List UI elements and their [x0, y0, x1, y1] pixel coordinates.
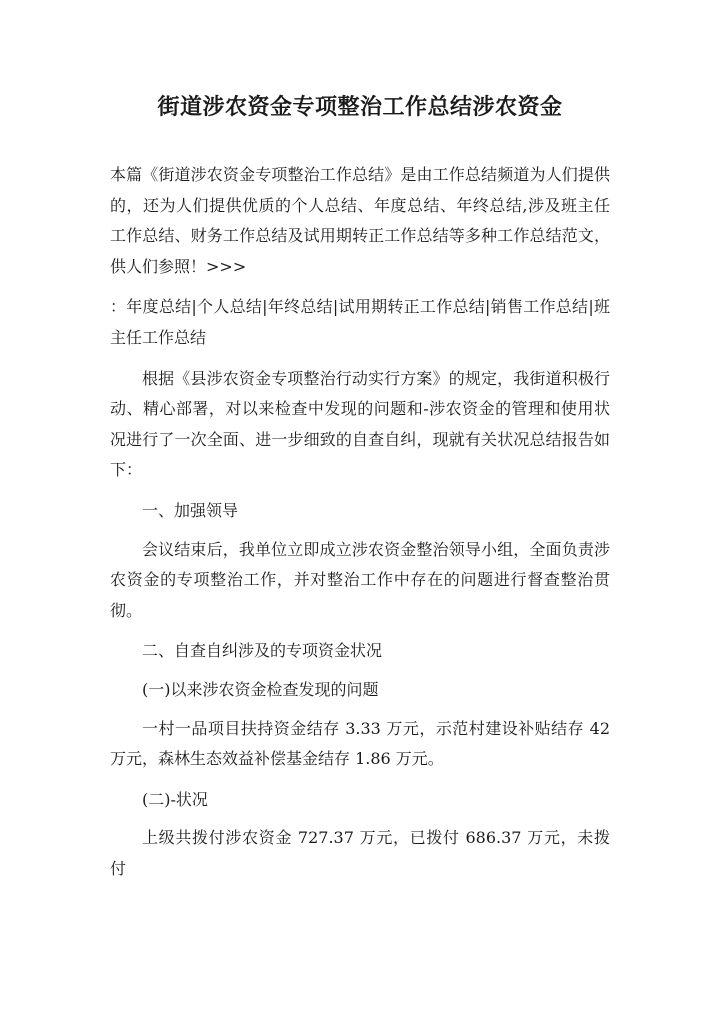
paragraph-problems: 一村一品项目扶持资金结存 3.33 万元，示范村建设补贴结存 42 万元，森林生态效益补偿基金结存 1.86 万元。 — [110, 718, 610, 769]
document-title: 街道涉农资金专项整治工作总结涉农资金 — [157, 94, 563, 120]
category-links: ：年度总结|个人总结|年终总结|试用期转正工作总结|销售工作总结|班主任工作总结 — [110, 297, 610, 347]
heading-leadership: 一、加强领导 — [142, 500, 239, 520]
document-body — [110, 160, 610, 884]
paragraph-leadership: 会议结束后，我单位立即成立涉农资金整治领导小组，全面负责涉农资金的专项整治工作，并对整治工作中存在的问题进行督查整治贯彻。 — [110, 539, 610, 620]
paragraph-basis: 根据《县涉农资金专项整治行动实行方案》的规定，我街道积极行动、精心部署，对以来检查中发现的问题和-涉农资金的管理和使用状况进行了一次全面、进一步细致的自查自纠，现就有关状况总结报告如下： — [110, 368, 610, 480]
heading-self-inspection: 二、自查自纠涉及的专项资金状况 — [142, 641, 383, 661]
subheading-status: (二)-状况 — [142, 789, 208, 809]
intro-paragraph: 本篇《街道涉农资金专项整治工作总结》是由工作总结频道为人们提供的，还为人们提供优质的个人总结、年度总结、年终总结,涉及班主任工作总结、财务工作总结及试用期转正工作总结等多种工作总结范文，供人们参照！>>> — [110, 165, 610, 276]
subheading-problems: (一)以来涉农资金检查发现的问题 — [142, 679, 379, 699]
paragraph-funds: 上级共拨付涉农资金 727.37 万元，已拨付 686.37 万元，未拨付 — [110, 828, 610, 878]
